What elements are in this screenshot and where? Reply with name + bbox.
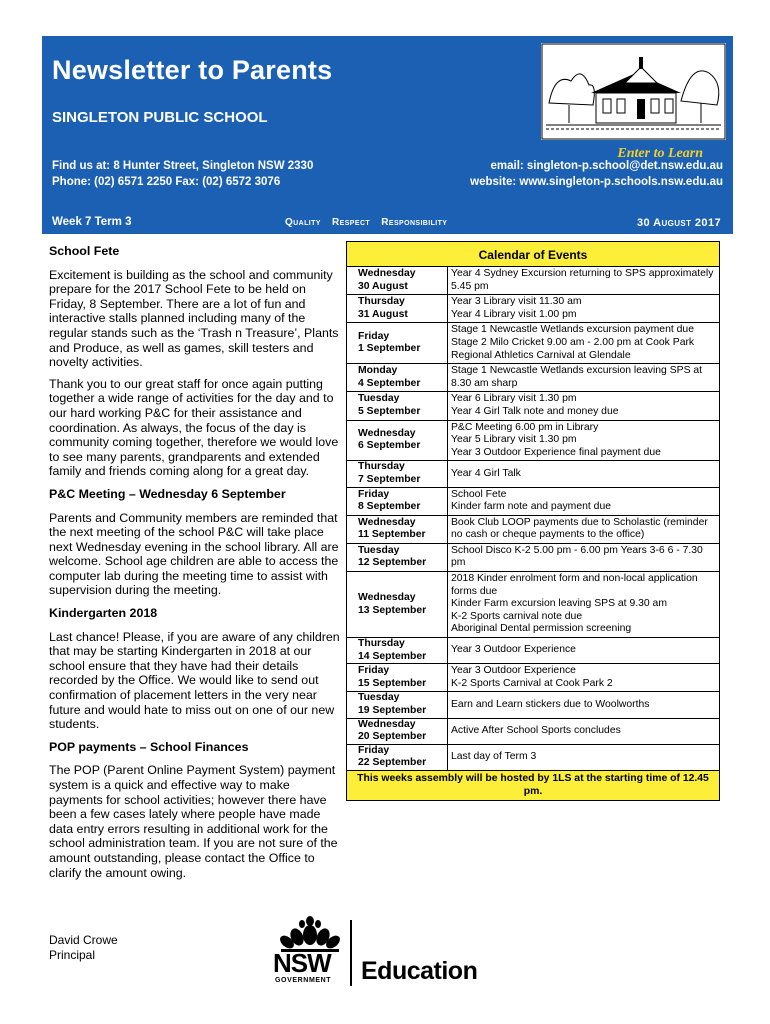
calendar-date: 5 September <box>358 405 421 417</box>
calendar-day <box>347 323 448 364</box>
school-values <box>285 217 455 228</box>
calendar-event: School Fete <box>451 488 507 500</box>
article-pop-payments <box>49 740 341 880</box>
article-paragraph: Thank you to our great staff for once again putting together a wide range of activities for the day and to our hard working P&C for their assistance and coordination. As always, the focus of the day is community coming together, therefore we would love to see many parents, grandparents and extended family and friends coming along for a great day. <box>49 376 339 479</box>
calendar-row <box>347 638 720 664</box>
logo-education: Education <box>361 957 478 985</box>
school-building-sketch <box>541 43 726 140</box>
calendar-weekday: Friday <box>358 330 390 342</box>
calendar-row <box>347 392 720 420</box>
calendar-events <box>448 692 720 718</box>
calendar-events <box>448 323 720 364</box>
calendar-event: Regional Athletics Carnival at Glendale <box>451 349 631 361</box>
calendar-day <box>347 638 448 664</box>
calendar-date: 19 September <box>358 705 427 716</box>
calendar-row <box>347 543 720 571</box>
calendar-row <box>347 364 720 392</box>
calendar-day <box>347 664 448 692</box>
calendar-date: 30 August <box>358 280 408 292</box>
calendar-weekday: Friday <box>358 744 390 756</box>
calendar-day <box>347 364 448 392</box>
calendar-events <box>448 420 720 461</box>
article-heading: Kindergarten 2018 <box>49 606 158 621</box>
calendar-day <box>347 692 448 718</box>
calendar-date: 31 August <box>358 308 408 320</box>
calendar-row <box>347 718 720 744</box>
article-pc-meeting <box>49 487 341 598</box>
calendar-event: Year 4 Girl Talk <box>451 467 521 479</box>
calendar-event: Year 3 Outdoor Experience <box>451 665 576 677</box>
article-school-fete <box>49 244 341 479</box>
online-contact <box>470 158 723 190</box>
calendar-title: Calendar of Events <box>347 242 720 267</box>
calendar-weekday: Thursday <box>358 296 405 308</box>
calendar-date: 7 September <box>358 473 421 485</box>
calendar-date: 22 September <box>358 757 427 769</box>
calendar-weekday: Wednesday <box>358 718 416 730</box>
calendar-weekday: Monday <box>358 365 398 377</box>
calendar-day <box>347 295 448 323</box>
calendar-day <box>347 461 448 487</box>
calendar-weekday: Friday <box>358 488 390 500</box>
calendar-event: Kinder farm note and payment due <box>451 501 611 513</box>
value-respect: Respect <box>332 217 371 228</box>
calendar-event: Year 6 Library visit 1.30 pm <box>451 393 577 405</box>
calendar-events <box>448 461 720 487</box>
calendar-date: 20 September <box>358 731 427 743</box>
article-heading: P&C Meeting – Wednesday 6 September <box>49 486 286 501</box>
calendar-day <box>347 543 448 571</box>
calendar-row <box>347 323 720 364</box>
calendar-weekday: Wednesday <box>358 268 416 279</box>
calendar-event: School Disco K-2 5.00 pm - 6.00 pm Years 3-6 6 - 7.30 pm <box>451 544 703 569</box>
logo-divider <box>350 920 352 986</box>
calendar-event: Last day of Term 3 <box>451 751 537 763</box>
school-motto: Enter to Learn <box>617 146 703 161</box>
calendar-event: Year 3 Library visit 11.30 am <box>451 296 582 308</box>
phone-line: Phone: (02) 6571 2250 Fax: (02) 6572 3076 <box>52 176 281 188</box>
calendar-events <box>448 364 720 392</box>
calendar-event: Aboriginal Dental permission screening <box>451 623 632 635</box>
calendar-weekday: Wednesday <box>358 427 416 439</box>
calendar-event: Book Club LOOP payments due to Scholastic (reminder no cash or cheque payments to the office) <box>451 516 708 541</box>
newsletter-title: Newsletter to Parents <box>52 55 333 85</box>
calendar-row <box>347 295 720 323</box>
calendar-body <box>347 267 720 771</box>
calendar-events <box>448 664 720 692</box>
principal-signature <box>49 933 118 962</box>
calendar-events <box>448 295 720 323</box>
calendar-date: 8 September <box>358 501 421 513</box>
principal-name: David Crowe <box>49 933 118 947</box>
calendar-events <box>448 392 720 420</box>
calendar-events <box>448 267 720 295</box>
calendar-of-events <box>346 241 720 801</box>
principal-role: Principal <box>49 947 96 962</box>
article-paragraph: Excitement is building as the school and community prepare for the 2017 School Fete to be held on Friday, 8 September. There are a lot of fun and interactive stalls planned including many of the regular stands such as the ‘Trash n Treasure’, Plants and Produce, as well as games, skill testers and novelty activities. <box>49 267 339 370</box>
article-paragraph: Last chance! Please, if you are aware of any children that may be starting Kindergarten in 2018 at our school ensure that they have had their details recorded by the Office. We would like to send out confirmation of placement letters in the very near future and would hate to miss out on one of our new students. <box>49 629 340 732</box>
article-paragraph: The POP (Parent Online Payment System) payment system is a quick and effective way to make payments for school activities; however there have been a few cases lately where people have made data entry errors resulting in additional work for the school administration team. If you are not sure of the amount outstanding, please contact the Office to clarify the amount owing. <box>49 763 338 880</box>
logo-nsw: NSW <box>273 948 331 978</box>
calendar-weekday: Wednesday <box>358 516 416 528</box>
contact-details <box>52 158 313 190</box>
assembly-notice: This weeks assembly will be hosted by 1LS at the starting time of 12.45 pm. <box>347 770 720 800</box>
calendar-event: P&C Meeting 6.00 pm in Library <box>451 421 599 433</box>
article-heading: POP payments – School Finances <box>49 739 249 754</box>
calendar-row <box>347 267 720 295</box>
calendar-events <box>448 744 720 770</box>
value-responsibility: Responsibility <box>381 217 448 228</box>
calendar-event: K-2 Sports carnival note due <box>451 610 583 622</box>
calendar-event: Earn and Learn stickers due to Woolworths <box>451 698 650 710</box>
calendar-row <box>347 461 720 487</box>
calendar-row <box>347 692 720 718</box>
calendar-event: Year 4 Library visit 1.00 pm <box>451 308 577 320</box>
calendar-date: 1 September <box>358 343 421 355</box>
article-kindergarten <box>49 606 341 732</box>
calendar-events <box>448 638 720 664</box>
logo-government: GOVERNMENT <box>275 977 332 984</box>
calendar-events <box>448 718 720 744</box>
calendar-weekday: Friday <box>358 665 390 677</box>
calendar-date: 14 September <box>358 650 427 662</box>
email-line: email: singleton-p.school@det.nsw.edu.au <box>490 160 723 172</box>
calendar-day <box>347 487 448 515</box>
calendar-weekday: Thursday <box>358 461 405 473</box>
calendar-date: 15 September <box>358 677 427 689</box>
calendar-day <box>347 718 448 744</box>
calendar-event: Year 5 Library visit 1.30 pm <box>451 434 577 446</box>
calendar-event: Year 3 Outdoor Experience <box>451 644 576 656</box>
calendar-day <box>347 267 448 295</box>
calendar-row <box>347 487 720 515</box>
calendar-weekday: Tuesday <box>358 692 400 704</box>
calendar-row <box>347 572 720 638</box>
calendar-day <box>347 744 448 770</box>
calendar-weekday: Wednesday <box>358 591 416 603</box>
article-paragraph: Parents and Community members are reminded that the next meeting of the school P&C will take place next Wednesday evening in the school library. All are welcome. School age children are able to access the computer lab during the meeting time to assist with supervision during the meeting. <box>49 510 339 598</box>
header-banner <box>42 36 733 234</box>
calendar-events <box>448 572 720 638</box>
calendar-day <box>347 420 448 461</box>
calendar-event: Year 4 Sydney Excursion returning to SPS approximately 5.45 pm <box>451 268 714 292</box>
calendar-event: Active After School Sports concludes <box>451 724 621 736</box>
calendar-row <box>347 515 720 543</box>
calendar-events <box>448 515 720 543</box>
issue-date: 30 August 2017 <box>637 217 721 229</box>
calendar-event: Stage 1 Newcastle Wetlands excursion payment due <box>451 324 694 336</box>
calendar-date: 11 September <box>358 529 426 541</box>
calendar-event: Stage 2 Milo Cricket 9.00 am - 2.00 pm at Cook Park <box>451 336 695 348</box>
week-term: Week 7 Term 3 <box>52 216 132 228</box>
calendar-event: 2018 Kinder enrolment form and non-local application forms due <box>451 573 698 597</box>
calendar-date: 13 September <box>358 604 427 616</box>
calendar-event: Stage 1 Newcastle Wetlands excursion leaving SPS at 8.30 am sharp <box>451 365 703 389</box>
school-name: SINGLETON PUBLIC SCHOOL <box>52 109 268 126</box>
calendar-event: Year 3 Outdoor Experience final payment due <box>451 446 661 458</box>
calendar-weekday: Thursday <box>358 638 405 650</box>
calendar-weekday: Tuesday <box>358 544 400 556</box>
calendar-row <box>347 664 720 692</box>
calendar-events <box>448 487 720 515</box>
calendar-events <box>448 543 720 571</box>
articles-column <box>49 244 341 888</box>
calendar-day <box>347 572 448 638</box>
calendar-date: 12 September <box>358 557 427 569</box>
calendar-row <box>347 420 720 461</box>
calendar-event: Kinder Farm excursion leaving SPS at 9.30 am <box>451 598 667 610</box>
calendar-row <box>347 744 720 770</box>
calendar-date: 6 September <box>358 440 421 452</box>
nsw-education-logo <box>273 915 493 995</box>
address-line: Find us at: 8 Hunter Street, Singleton NSW 2330 <box>52 160 314 172</box>
article-heading: School Fete <box>49 244 120 258</box>
calendar-event: Year 4 Girl Talk note and money due <box>451 405 619 417</box>
calendar-weekday: Tuesday <box>358 393 400 405</box>
value-quality: Quality <box>285 217 321 228</box>
calendar-event: K-2 Sports Carnival at Cook Park 2 <box>451 677 613 689</box>
calendar-day <box>347 392 448 420</box>
website-line: website: www.singleton-p.schools.nsw.edu.au <box>470 176 723 188</box>
calendar-date: 4 September <box>358 377 421 389</box>
calendar-day <box>347 515 448 543</box>
